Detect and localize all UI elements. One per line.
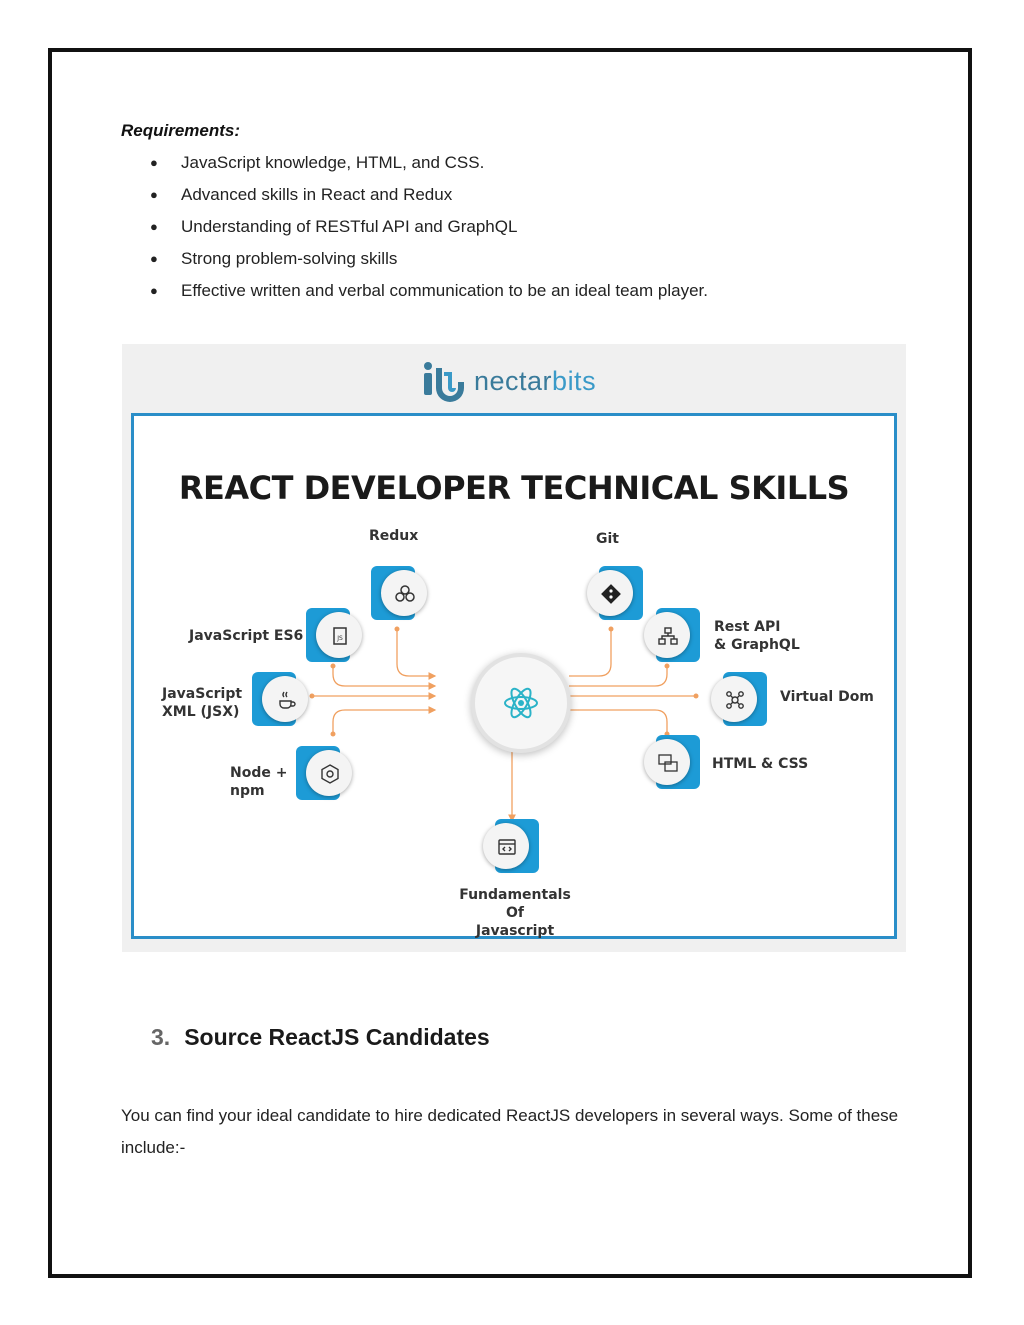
skill-label-git: Git xyxy=(596,531,619,547)
skill-label-virtual-dom: Virtual Dom xyxy=(780,689,874,705)
skill-label-fundamentals: Fundamentals Of Javascript xyxy=(459,887,571,939)
list-item: ● Effective written and verbal communication to be an ideal team player. xyxy=(121,280,708,312)
list-item: ● Advanced skills in React and Redux xyxy=(121,184,708,216)
html-css-tile xyxy=(656,735,700,789)
js-file-icon xyxy=(329,625,351,647)
html-css-icon xyxy=(657,752,679,774)
section-body: You can find your ideal candidate to hire dedicated ReactJS developers in several ways. Some of these include:- xyxy=(121,1106,899,1157)
nodes-icon xyxy=(724,689,746,711)
node-icon xyxy=(319,763,341,785)
virtual-dom-tile xyxy=(723,672,767,726)
skills-infographic xyxy=(122,344,906,952)
git-icon xyxy=(600,583,622,605)
skill-label-html-css: HTML & CSS xyxy=(712,756,809,772)
section-heading: 3. Source ReactJS Candidates xyxy=(151,1024,490,1050)
infographic-title: REACT DEVELOPER TECHNICAL SKILLS xyxy=(178,469,850,507)
list-item: ● Strong problem-solving skills xyxy=(121,248,708,280)
jsx-tile xyxy=(252,672,296,726)
git-tile xyxy=(599,566,643,620)
requirements-list xyxy=(121,152,708,312)
java-cup-icon xyxy=(275,689,297,711)
rest-api-tile xyxy=(656,608,700,662)
skill-label-jsx: JavaScript XML (JSX) xyxy=(162,686,243,720)
logo-text: nectarbits xyxy=(474,366,597,396)
skills-card xyxy=(131,413,897,939)
redux-icon xyxy=(394,583,416,605)
fundamentals-tile xyxy=(495,819,539,873)
skill-label-redux: Redux xyxy=(369,528,419,544)
react-icon xyxy=(503,685,539,721)
code-window-icon xyxy=(496,836,518,858)
nectarbits-logo-icon xyxy=(422,360,468,406)
nectarbits-logo xyxy=(422,360,597,406)
skill-label-rest-api: Rest API & GraphQL xyxy=(714,619,800,653)
node-npm-tile xyxy=(296,746,340,800)
svg-text:JS: JS xyxy=(337,635,343,642)
skill-label-node-npm: Node + npm xyxy=(230,765,288,799)
list-item: ● Understanding of RESTful API and GraphQL xyxy=(121,216,708,248)
react-hub xyxy=(471,653,571,753)
list-item: ● JavaScript knowledge, HTML, and CSS. xyxy=(121,152,708,184)
redux-tile xyxy=(371,566,415,620)
requirements-heading: Requirements: xyxy=(121,121,241,140)
javascript-es6-tile xyxy=(306,608,350,662)
skill-label-javascript-es6: JavaScript ES6 xyxy=(189,628,304,644)
network-icon xyxy=(657,625,679,647)
